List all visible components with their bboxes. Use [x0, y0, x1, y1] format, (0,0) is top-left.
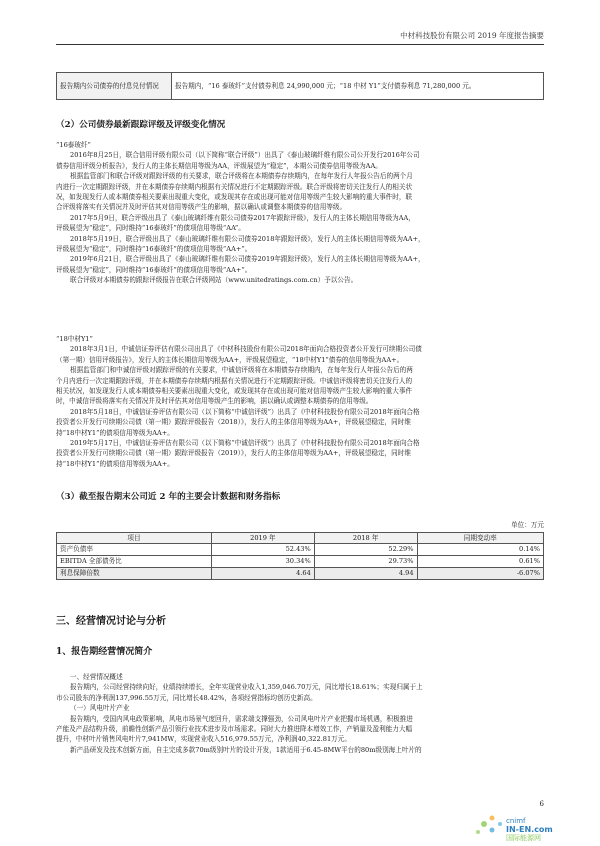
financial-table: [56, 532, 544, 580]
paragraph-line: 2016年8月25日，联合信用评级有限公司（以下简称“联合评级”）出具了《泰山玻璃纤维有限公司公开发行2016年公司: [70, 151, 420, 160]
paragraph-line: 个月内进行一次定期跟踪评级，并在本期债券存续期内根据有关情况进行不定期跟踪评级。中诚信评级将密切关注发行人的: [56, 376, 413, 385]
table-header-row: [57, 533, 544, 544]
paragraph-line: 合评级将落实有关情况并及时评估其对信用等级产生的影响，据以确认或调整本期债券的信用等级。: [56, 203, 347, 212]
paragraph-line: 2018年5月18日，中诚信证券评估有限公司（以下简称“中诚信评级”）出具了《中材科技股份有限公司2018年面向合格: [70, 407, 420, 416]
paragraph-line: 2019年5月17日，中诚信证券评估有限公司（以下简称“中诚信评级”）出具了《中材科技股份有限公司2018年面向合格: [70, 439, 420, 448]
payment-value: 报告期内，“16 泰玻纤”支付债券利息 24,990,000 元；“18 中材 Y1”支付债券利息 71,280,000 元。: [172, 73, 544, 100]
bond1-block: [56, 140, 544, 286]
table-row: [57, 544, 544, 556]
table-cell: EBITDA 全部债务比: [57, 556, 212, 568]
page-number: 6: [539, 800, 544, 808]
wind-label: （一）风电叶片产业: [70, 704, 130, 713]
column-header: 2019 年: [212, 533, 315, 544]
bond1-label: “16泰玻纤”: [56, 141, 91, 149]
column-header: 同期变动率: [417, 533, 543, 544]
bond2-block: [56, 334, 544, 469]
paragraph-line: 报告期内，公司经营持续向好，业绩持续增长，全年实现营业收入1,359,046.70万元，同比增长18.61%；实现归属于上: [70, 683, 423, 692]
paragraph-line: 投资者公开发行可续期公司债（第一期）跟踪评级报告（2018）》，发行人的主体信用等级为AA+，评级展望稳定，同时维: [56, 418, 411, 427]
table-cell: 30.34%: [212, 556, 315, 568]
section-title-rating: （2）公司债券最新跟踪评级及评级变化情况: [56, 120, 226, 130]
watermark-dots-icon: [470, 810, 590, 842]
payment-label: 报告期内公司债券的付息兑付情况: [57, 73, 172, 100]
table-cell: 4.94: [314, 568, 417, 580]
paragraph-line: 投资者公开发行可续期公司债（第一期）跟踪评级报告（2019）》，发行人的主体信用等级为AA+，评级展望稳定，同时维: [56, 449, 411, 458]
paragraph-line: 2019年6月21日，联合评级出具了《泰山玻璃纤维有限公司债券2019年跟踪评级》，发行人的主体长期信用等级为AA+，: [70, 255, 425, 264]
paragraph-line: 评级展望为“稳定”，同时维持“16泰玻纤”的债项信用等级“AA+”。: [56, 245, 252, 254]
paragraph-line: 2018年3月1日，中诚信证券评估有限公司出具了《中材科技股份有限公司2018年面向合格投资者公开发行可续期公司债: [70, 345, 422, 354]
table-cell: 29.73%: [314, 556, 417, 568]
watermark-sub: 国际能源网: [506, 834, 541, 842]
watermark-logo: [470, 810, 590, 842]
paragraph-line: 持“18中材Y1”的债项信用等级为AA+。: [56, 459, 174, 468]
overview-block: [56, 672, 544, 755]
paragraph-line: 债券信用评级分析报告》，发行人的主体长期信用等级为AA，评级展望为“稳定”，本期公司债券信用等级为AA。: [56, 161, 382, 170]
paragraph-line: 2017年5月9日，联合评级出具了《泰山玻璃纤维有限公司债券2017年跟踪评级》，发行人的主体长期信用等级为AA，: [70, 213, 415, 222]
table-cell: 52.29%: [314, 544, 417, 556]
watermark-site: cnimf: [506, 817, 526, 825]
table-cell: 利息保障倍数: [57, 568, 212, 580]
payment-table: [56, 72, 544, 100]
table-cell: 0.14%: [417, 544, 543, 556]
watermark-brand: IN-EN.com: [506, 825, 553, 834]
paragraph-line: 联合评级对本期债券的跟踪评级报告在联合评级网站（www.unitedratings.com.cn）予以公告。: [70, 276, 358, 285]
table-row: [57, 568, 544, 580]
column-header: 项目: [57, 533, 212, 544]
table-cell: 资产负债率: [57, 544, 212, 556]
paragraph-line: 相关状况，如发现发行人或本期债券相关要素出现重大变化，或发现其存在或出现可能对信用等级产生较大影响的重大事件: [56, 387, 413, 396]
paragraph-line: 市公司股东的净利润137,996.55万元，同比增长48.42%，各项经营指标均创历史新高。: [56, 693, 317, 702]
table-row: [57, 556, 544, 568]
paragraph-line: （第一期）信用评级报告》，发行人的主体长期信用等级为AA+，评级展望稳定，“18中材Y1”债券的信用等级为AA+。: [56, 355, 404, 364]
paragraph-line: 况，如发现发行人或本期债券相关要素出现重大变化，或发现其存在或出现可能对信用等级产生较大影响的重大事件时，联: [56, 193, 413, 202]
paragraph-line: 报告期内，受国内风电政策影响，风电市场景气度回升，需求端支撑强劲，公司风电叶片产业把握市场机遇，积极推进: [70, 714, 413, 723]
paragraph-line: 根据监管部门和中诚信评级对跟踪评级的有关要求，中诚信评级将在本期债券存续期内，在每年发行人年报公告后的两: [70, 366, 413, 375]
paragraph-line: 根据监管部门和联合评级对跟踪评级的有关要求，联合评级将在本期债券存续期内，在每年发行人年报公告后的两个月: [70, 172, 413, 181]
running-header: 中材科技股份有限公司 2019 年度报告摘要: [400, 31, 544, 40]
overview-label: 一、经营情况概述: [70, 673, 123, 681]
column-header: 2018 年: [314, 533, 417, 544]
paragraph-line: 时，中诚信评级将落实有关情况并及时评估其对信用等级产生的影响，据以确认或调整本期债券的信用等级。: [56, 397, 373, 406]
paragraph-line: 新产品研发及技术创新方面，自主完成多款70m级别叶片的设计开发，1款适用于6.45-8MW平台的80m级别海上叶片的: [70, 745, 422, 754]
table-row: [57, 73, 544, 100]
table-cell: 0.61%: [417, 556, 543, 568]
table-cell: -6.07%: [417, 568, 543, 580]
table-cell: 4.64: [212, 568, 315, 580]
header-rule: [56, 44, 544, 45]
subsection-title: 1、报告期经营情况简介: [56, 647, 153, 657]
paragraph-line: 评级展望为“稳定”，同时维持“16泰玻纤”的债项信用等级“AA”。: [56, 224, 245, 233]
paragraph-line: 内进行一次定期跟踪评级，并在本期债券存续期内根据有关情况进行不定期跟踪评级。联合评级将密切关注发行人的相关状: [56, 182, 413, 191]
chapter-title: 三、经营情况讨论与分析: [56, 616, 166, 627]
paragraph-line: 评级展望为“稳定”，同时维持“16泰玻纤”的债项信用等级“AA+”。: [56, 265, 252, 274]
unit-label: 单位：万元: [511, 521, 544, 529]
bond2-label: “18中材Y1”: [56, 335, 93, 343]
paragraph-line: 产能及产品结构升级，前瞻性创新产品引领行业技术进步及市场需求。同时大力推进降本增效工作，产销量及盈利能力大幅: [56, 725, 413, 734]
section-title-financials: （3）截至报告期末公司近 2 年的主要会计数据和财务指标: [56, 492, 281, 502]
paragraph-line: 持“18中材Y1”的债项信用等级为AA+。: [56, 428, 174, 437]
paragraph-line: 提升，中材叶片销售风电叶片7,941MW，实现营业收入516,979.55万元，净利润40,322.81万元。: [56, 735, 351, 744]
paragraph-line: 2018年5月19日，联合评级出具了《泰山玻璃纤维有限公司债券2018年跟踪评级》，发行人的主体长期信用等级为AA+，: [70, 234, 425, 243]
table-cell: 52.43%: [212, 544, 315, 556]
